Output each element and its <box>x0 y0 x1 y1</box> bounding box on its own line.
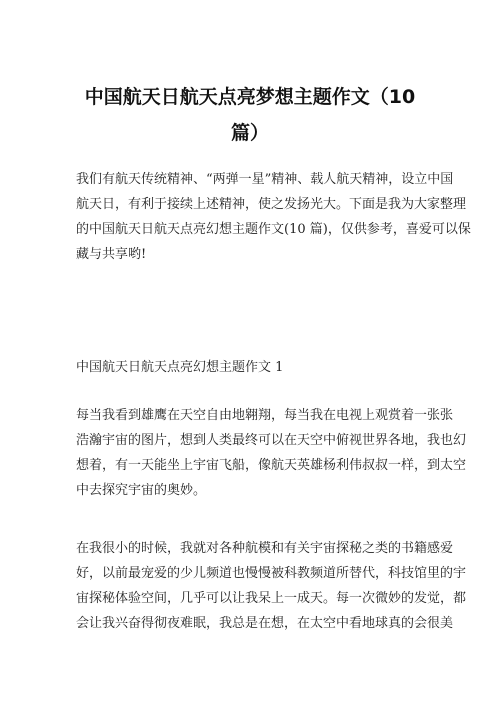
paragraph-line: 浩瀚宇宙的图片，想到人类最终可以在天空中俯视世界各地，我也幻 <box>76 433 467 448</box>
intro-line: 的中国航天日航天点亮幻想主题作文(10 篇)，仅供参考，喜爱可以保 <box>76 222 471 237</box>
intro-line: 航天日，有利于接续上述精神，使之发扬光大。下面是我为大家整理 <box>76 197 467 212</box>
document-title-line-2: 篇） <box>230 122 269 144</box>
essay-paragraph-2 <box>76 536 467 636</box>
section-title: 中国航天日航天点亮幻想主题作文 1 <box>76 360 284 375</box>
essay-paragraph-1 <box>76 403 467 503</box>
paragraph-line: 宙探秘体验空间，几乎可以让我呆上一成天。每一次微妙的发觉，都 <box>76 591 467 606</box>
intro-line: 藏与共享哟! <box>76 247 147 262</box>
paragraph-line: 会让我兴奋得彻夜难眠，我总是在想，在太空中看地球真的会很美 <box>76 616 454 631</box>
paragraph-line: 中去探究宇宙的奥妙。 <box>76 483 207 498</box>
intro-line: 我们有航天传统精神、“两弹一星”精神、载人航天精神，设立中国 <box>76 172 454 187</box>
document-title-line-1: 中国航天日航天点亮梦想主题作文（10 <box>84 86 416 108</box>
paragraph-line: 在我很小的时候，我就对各种航模和有关宇宙探秘之类的书籍感爱 <box>76 541 454 556</box>
paragraph-line: 每当我看到雄鹰在天空自由地翱翔，每当我在电视上观赏着一张张 <box>76 408 454 423</box>
intro-paragraph <box>76 167 471 267</box>
paragraph-line: 想着，有一天能坐上宇宙飞船，像航天英雄杨利伟叔叔一样，到太空 <box>76 458 467 473</box>
paragraph-line: 好，以前最宠爱的少儿频道也慢慢被科教频道所替代，科技馆里的宇 <box>76 566 467 581</box>
